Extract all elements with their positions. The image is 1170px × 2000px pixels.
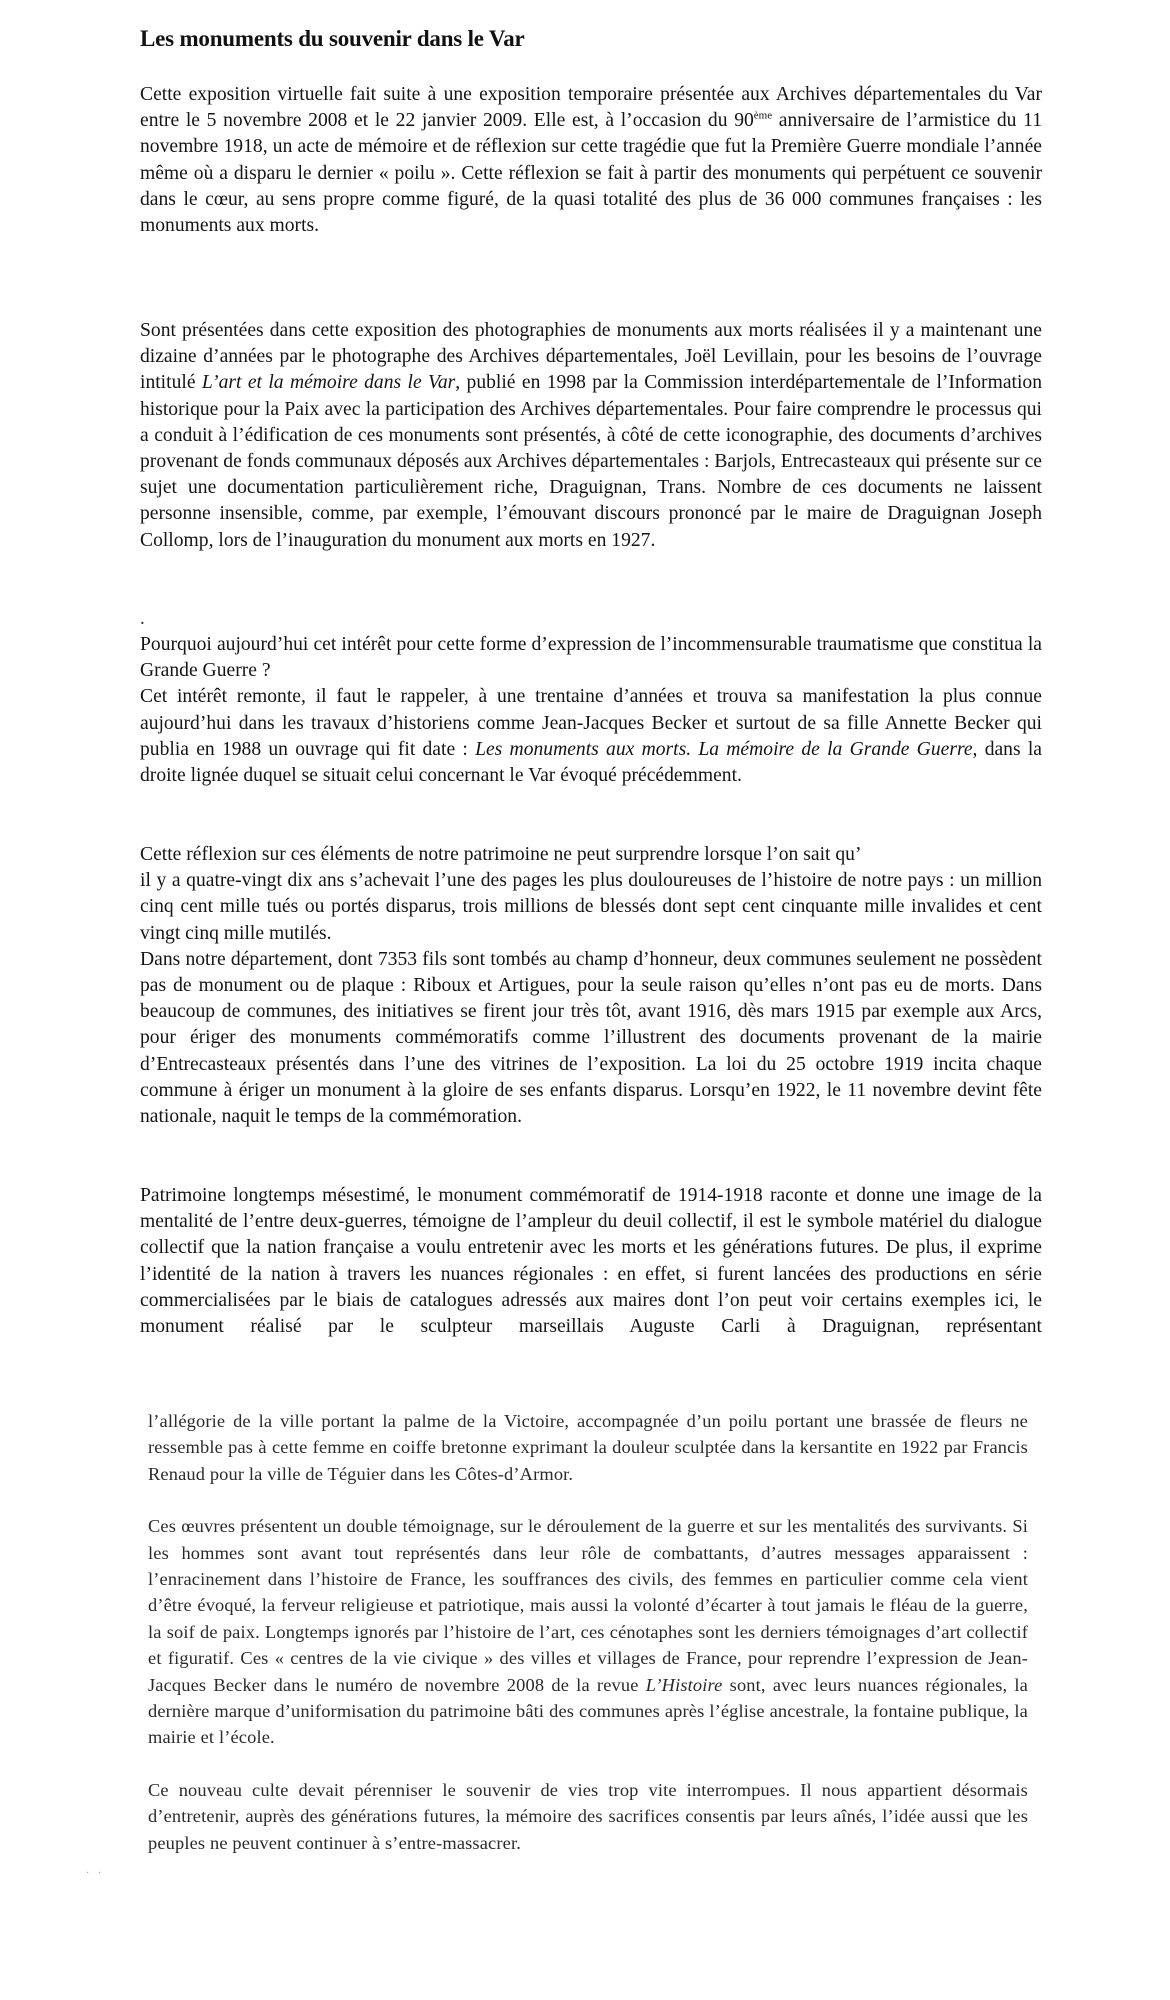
- paragraph-casualties: [140, 842, 1042, 1130]
- paragraph-question: [140, 632, 1042, 789]
- paragraph-text: Patrimoine longtemps mésestimé, le monument commémoratif de 1914-1918 raconte et donne une image de la mentalité de l’entre deux-guerres, témoigne de l’ampleur du deuil collectif, il est le symbole matériel du dialogue collectif que la nation française a voulu entretenir avec les morts et les générations futures. De plus, il exprime l’identité de la nation à travers les nuances régionales : en effet, si furent lancées des productions en série commercialisées par le biais de catalogues adressés aux maires dont l’on peut voir certains exemples ici, le monument réalisé par le sculpteur marseillais Auguste Carli à Draguignan, représentant: [140, 1185, 1042, 1338]
- text-segment: anniversaire de l’armistice du 11 novembre 1918, un acte de mémoire et de réflexion sur cette tragédie que fut la Première Guerre mondiale l’année même où a disparu le dernier « poilu ». Cette réflexion se fait à partir des monuments qui perpétuent ce souvenir dans le cœur, au sens propre comme figuré, de la quasi totalité des plus de 36 000 communes françaises : les monuments aux morts.: [140, 110, 1042, 237]
- paragraph-photographs: [140, 318, 1042, 554]
- paragraph-line: Cette réflexion sur ces éléments de notre patrimoine ne peut surprendre lorsque l’on sait qu’: [140, 844, 862, 865]
- paragraph-text: [140, 684, 1042, 789]
- text-segment: Sont présentées dans cette exposition des photographies de monuments aux morts réalisées il y a maintenant une dizaine d’années par le photographe des Archives départementales, Joël Levillain, pour les besoins de l’ouvrage intitulé: [140, 320, 1042, 394]
- text-segment: Cette exposition virtuelle fait suite à une exposition temporaire présentée aux Archives départementales du Var entre le 5 novembre 2008 et le 22 janvier 2009. Elle est, à l’occasion du 90: [140, 84, 1042, 132]
- text-segment: Cet intérêt remonte, il faut le rappeler, à une trentaine d’années et trouva sa manifestation la plus connue aujourd’hui dans les travaux d’historiens comme Jean-Jacques Becker et surtout de sa fille Annette Becker qui publia en 1988 un ouvrage qui fit date :: [140, 686, 1042, 760]
- paragraph-heritage: [140, 1183, 1042, 1340]
- paragraph-text: Dans notre département, dont 7353 fils sont tombés au champ d’honneur, deux communes seulement ne possèdent pas de monument ou de plaque : Riboux et Artigues, pour la seule raison qu’elles n’ont pas eu de morts. Dans beaucoup de communes, des initiatives se firent jour très tôt, avant 1916, dès mars 1915 par exemple aux Arcs, pour ériger des monuments commémoratifs comme l’illustrent des documents provenant de la mairie d’Entrecasteaux présentés dans l’une des vitrines de l’exposition. La loi du 25 octobre 1919 incita chaque commune à ériger un monument à la gloire de ses enfants disparus. Lorsqu’en 1922, le 11 novembre devint fête nationale, naquit le temps de la commémoration.: [140, 948, 1042, 1128]
- text-segment: sont, avec leurs nuances régionales, la dernière marque d’uniformisation du patrimoine bâti des communes après l’église ancestrale, la fontaine publique, la mairie et l’école.: [148, 1674, 1028, 1748]
- scanned-continuation: [148, 1408, 1028, 1856]
- paragraph-text: [148, 1513, 1028, 1751]
- paragraph-text: [140, 318, 1042, 554]
- paragraph-text: il y a quatre-vingt dix ans s’achevait l’une des pages les plus douloureuses de l’histoire de notre pays : un million cinq cent mille tués ou portés disparus, trois millions de blessés dont sept cent cinquante mille invalides et cent vingt cinq mille mutilés.: [140, 870, 1042, 944]
- stray-dot: .: [140, 608, 145, 629]
- paragraph-text: l’allégorie de la ville portant la palme de la Victoire, accompagnée d’un poilu portant une brassée de fleurs ne ressemble pas à cette femme en coiffe bretonne exprimant la douleur sculptée dans la kersantite en 1922 par Francis Renaud pour la ville de Téguier dans les Côtes-d’Armor.: [148, 1411, 1028, 1484]
- paragraph-intro: [140, 82, 1042, 239]
- superscript: ème: [753, 109, 773, 122]
- paragraph-text: Ce nouveau culte devait pérenniser le souvenir de vies trop vite interrompues. Il nous appartient désormais d’entretenir, auprès des générations futures, la mémoire des sacrifices consentis par leurs aînés, l’idée aussi que les peuples ne peuvent continuer à s’entre-massacrer.: [148, 1779, 1028, 1853]
- book-title: Les monuments aux morts. La mémoire de la Grande Guerre: [475, 738, 973, 760]
- text-segment: Ces œuvres présentent un double témoignage, sur le déroulement de la guerre et sur les mentalités des survivants. Si les hommes sont avant tout représentés dans leur rôle de combattants, d’autres messages apparaissent : l’enracinement dans l’histoire de France, les souffrances des civils, des femmes en particulier comme cela vient d’être évoqué, la ferveur religieuse et patriotique, mais aussi la volonté d’écarter à tout jamais le fléau de la guerre, la soif de paix. Longtemps ignorés par l’histoire de l’art, ces cénotaphes sont les derniers témoignages d’art collectif et figuratif. Ces « centres de la vie civique » des villes et villages de France, pour reprendre l’expression de Jean-Jacques Becker dans le numéro de novembre 2008 de la revue: [148, 1516, 1028, 1695]
- text-segment: , publié en 1998 par la Commission interdépartementale de l’Information historique pour la Paix avec la participation des Archives départementales. Pour faire comprendre le processus qui a conduit à l’édification de ces monuments sont présentés, à côté de cette iconographie, des documents d’archives provenant de fonds communaux déposés aux Archives départementales : Barjols, Entrecasteaux qui présente sur ce sujet une documentation particulièrement riche, Draguignan, Trans. Nombre de ces documents ne laissent personne insensible, comme, par exemple, l’émouvant discours prononcé par le maire de Draguignan Joseph Collomp, lors de l’inauguration du monument aux morts en 1927.: [140, 372, 1043, 551]
- paragraph-text: Pourquoi aujourd’hui cet intérêt pour cette forme d’expression de l’incommensurable traumatisme que constitua la Grande Guerre ?: [140, 634, 1042, 682]
- paragraph-text: [140, 82, 1042, 239]
- text-segment: , dans la droite lignée duquel se situait celui concernant le Var évoqué précédemment.: [140, 738, 1042, 787]
- magazine-title: L’Histoire: [645, 1674, 723, 1695]
- page-title: Les monuments du souvenir dans le Var: [140, 26, 525, 51]
- book-title: L’art et la mémoire dans le Var: [201, 372, 456, 394]
- scan-artifact: · ·: [86, 1868, 105, 1879]
